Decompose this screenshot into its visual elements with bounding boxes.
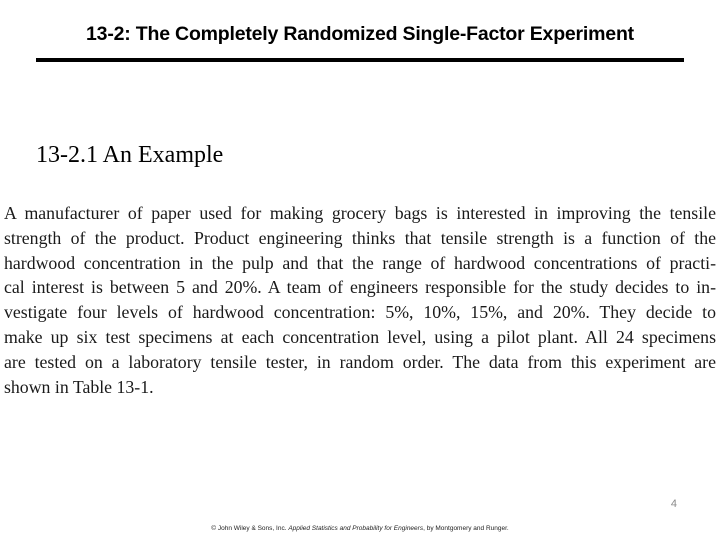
body-line: are tested on a laboratory tensile tester, in random order. The data from this experiment are (4, 351, 716, 372)
footer-authors: , by Montgomery and Runger. (423, 525, 509, 532)
title-divider (36, 58, 684, 62)
body-paragraph (4, 201, 716, 399)
body-line: make up six test specimens at each concentration level, using a pilot plant. All 24 specimens (4, 326, 716, 347)
body-line: strength of the product. Product engineering thinks that tensile strength is a function of the (4, 227, 716, 248)
body-line: shown in Table 13-1. (4, 376, 154, 397)
section-heading: 13-2.1 An Example (36, 142, 224, 168)
body-line: A manufacturer of paper used for making grocery bags is interested in improving the tensile (4, 203, 716, 223)
page-number: 4 (670, 498, 677, 510)
slide-title: 13-2: The Completely Randomized Single-Factor Experiment (86, 23, 634, 45)
body-line: vestigate four levels of hardwood concentration: 5%, 10%, 15%, and 20%. They decide to (4, 302, 716, 323)
copyright-footer (0, 524, 720, 534)
body-line: hardwood concentration in the pulp and that the range of hardwood concentrations of practi- (4, 252, 716, 273)
footer-book-title: Applied Statistics and Probability for Engineers (288, 525, 424, 532)
body-line: cal interest is between 5 and 20%. A team of engineers responsible for the study decides to in- (4, 277, 716, 298)
footer-copyright: © John Wiley & Sons, Inc. (211, 525, 289, 532)
